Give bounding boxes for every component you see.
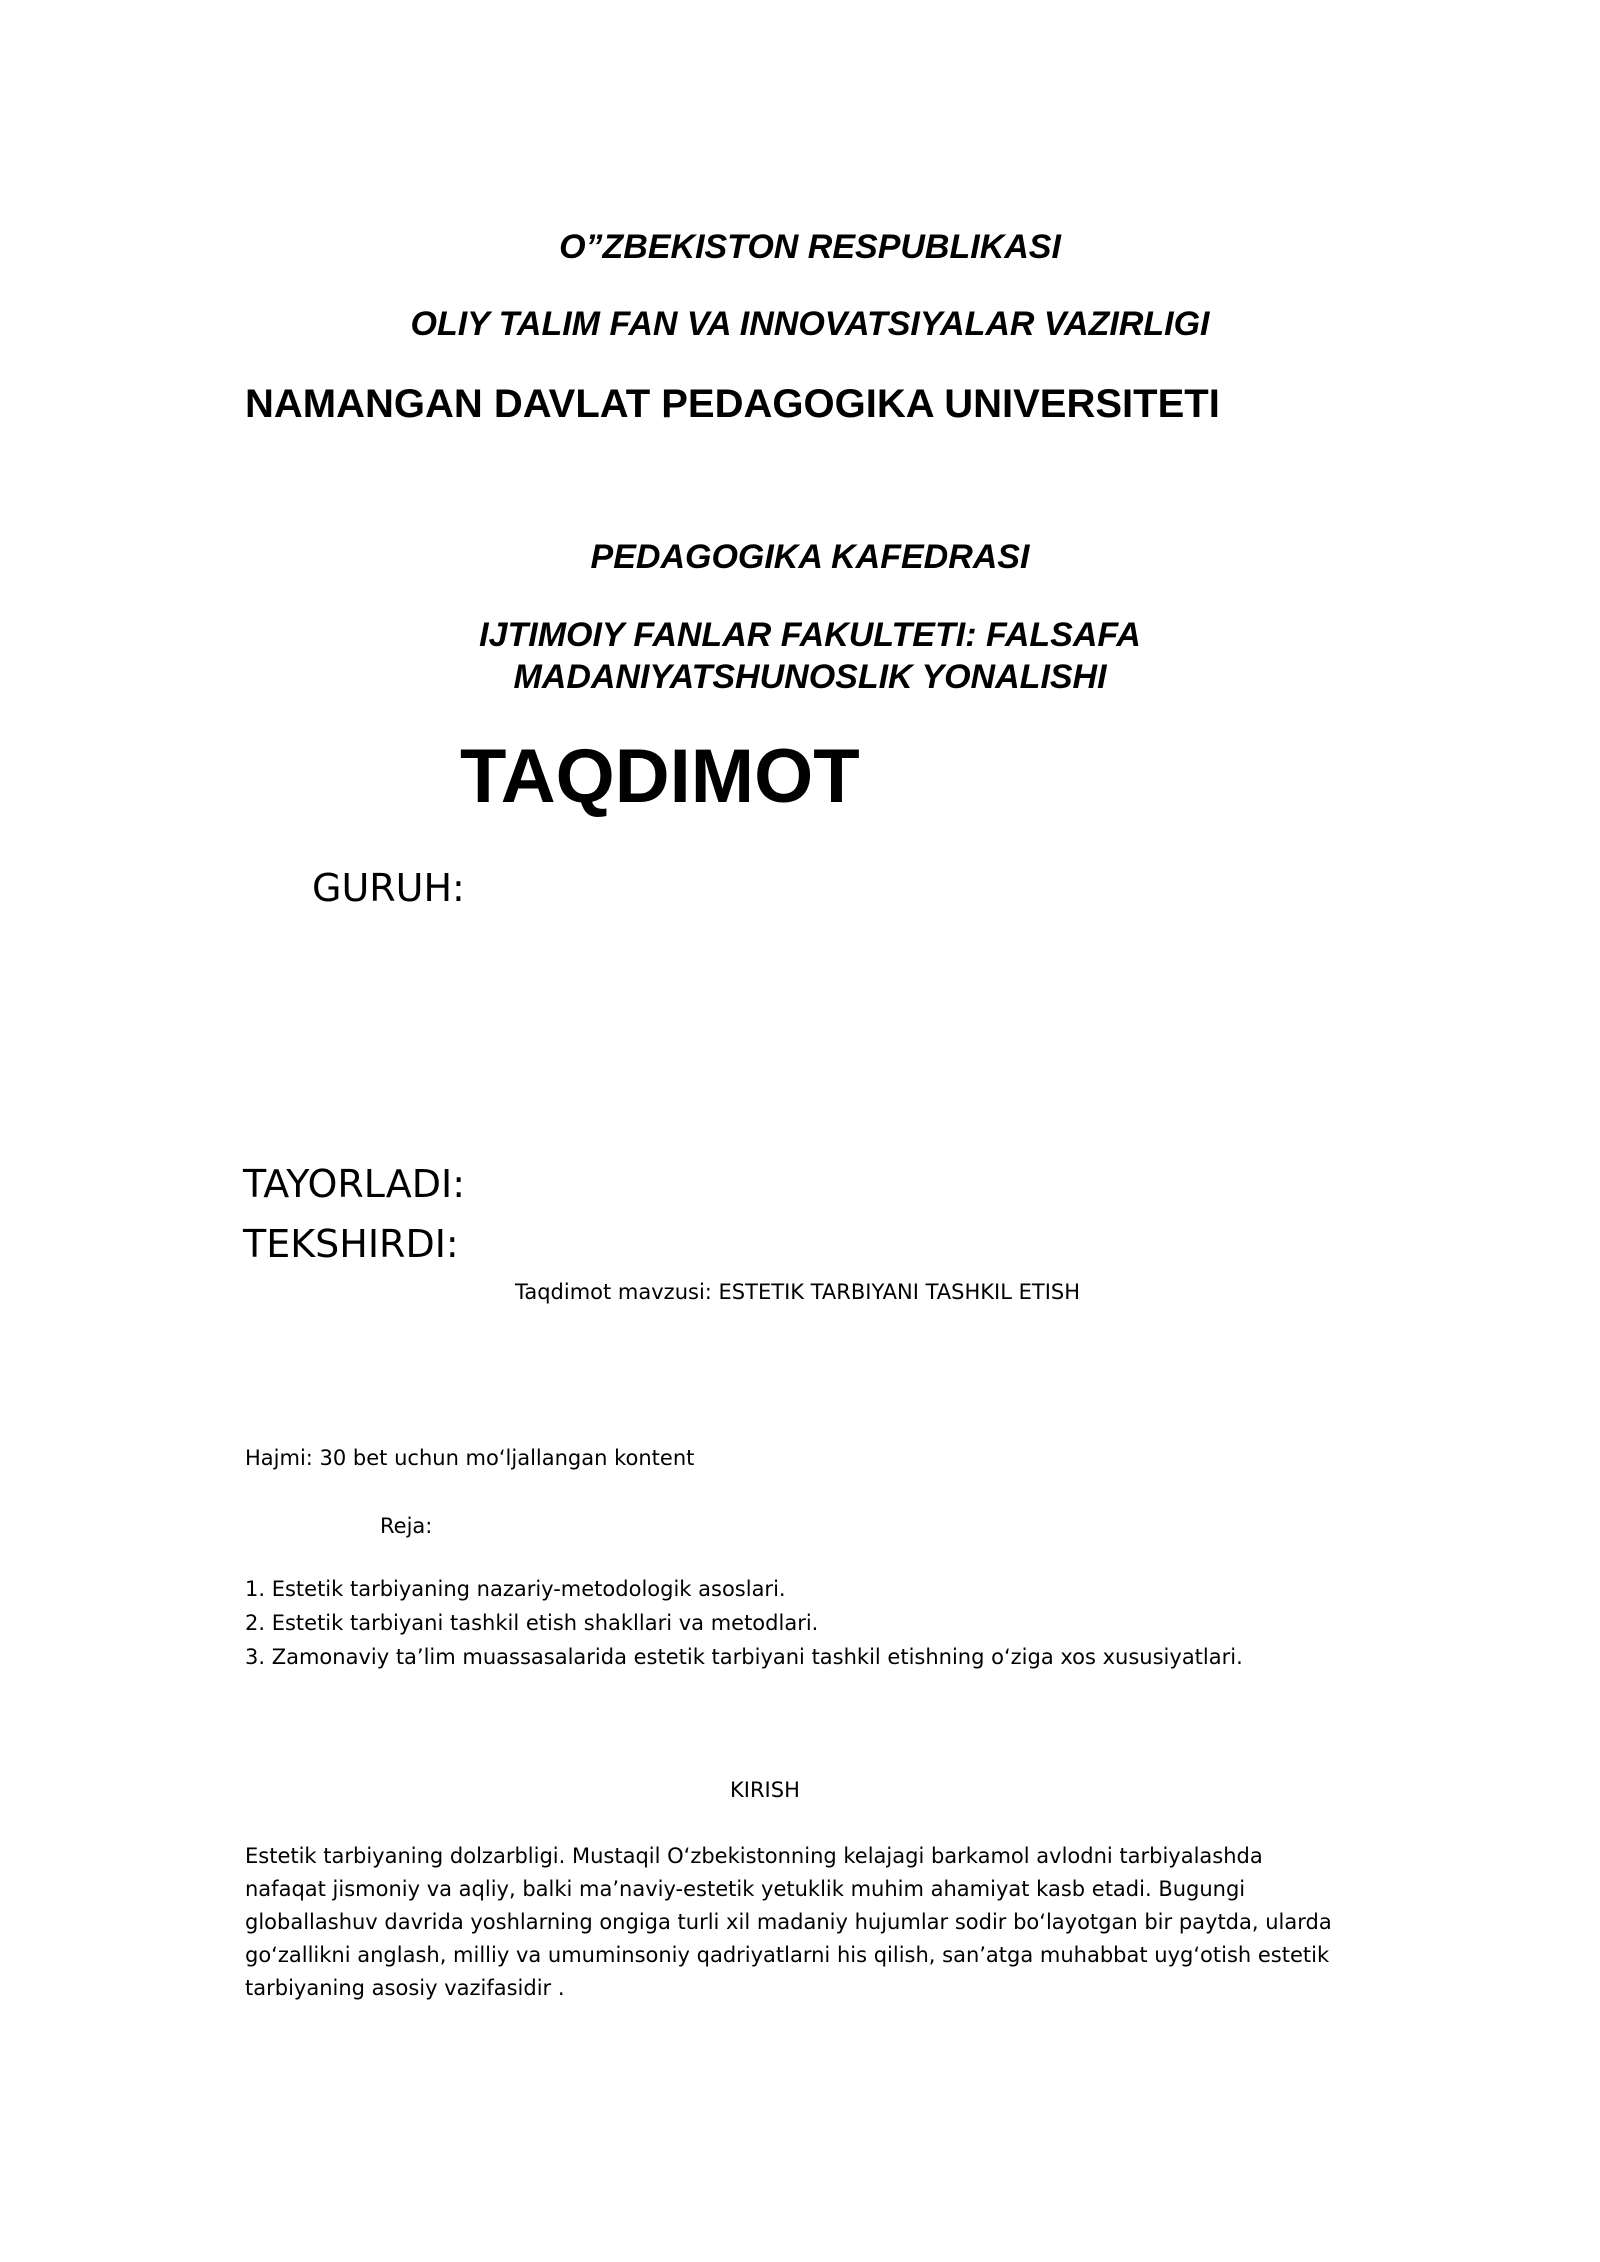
header-country: O”ZBEKISTON RESPUBLIKASI bbox=[559, 228, 1061, 266]
plan-item: 1. Estetik tarbiyaning nazariy-metodologik asoslari. bbox=[245, 1577, 786, 1601]
intro-line: tarbiyaning asosiy vazifasidir . bbox=[245, 1976, 565, 2000]
checked-by-label: TEKSHIRDI: bbox=[243, 1222, 459, 1266]
faculty-line-1: IJTIMOIY FANLAR FAKULTETI: FALSAFA bbox=[479, 616, 1141, 654]
header-university: NAMANGAN DAVLAT PEDAGOGIKA UNIVERSITETI bbox=[245, 382, 1220, 426]
plan-label: Reja: bbox=[380, 1514, 433, 1538]
presentation-topic: Taqdimot mavzusi: ESTETIK TARBIYANI TASHKIL ETISH bbox=[515, 1280, 1081, 1304]
intro-heading: KIRISH bbox=[730, 1778, 800, 1802]
prepared-by-label: TAYORLADI: bbox=[243, 1162, 466, 1206]
group-label: GURUH: bbox=[312, 866, 465, 910]
intro-line: go‘zallikni anglash, milliy va umuminsoniy qadriyatlarni his qilish, san’atga muhabbat uyg‘otish estetik bbox=[245, 1943, 1330, 1967]
intro-line: globallashuv davrida yoshlarning ongiga turli xil madaniy hujumlar sodir bo‘layotgan bir paytda, ularda bbox=[245, 1910, 1332, 1934]
intro-line: nafaqat jismoniy va aqliy, balki ma’naviy-estetik yetuklik muhim ahamiyat kasb etadi. Bugungi bbox=[245, 1877, 1246, 1901]
plan-item: 3. Zamonaviy ta’lim muassasalarida estetik tarbiyani tashkil etishning o‘ziga xos xususiyatlari. bbox=[245, 1645, 1243, 1669]
plan-list bbox=[245, 1572, 1243, 1674]
faculty-line-2: MADANIYATSHUNOSLIK YONALISHI bbox=[513, 658, 1107, 696]
header-ministry: OLIY TALIM FAN VA INNOVATSIYALAR VAZIRLIGI bbox=[410, 305, 1210, 343]
intro-line: Estetik tarbiyaning dolzarbligi. Mustaqil O‘zbekistonning kelajagi barkamol avlodni tarbiyalashda bbox=[245, 1844, 1263, 1868]
intro-paragraph bbox=[245, 1840, 1375, 2005]
document-title: TAQDIMOT bbox=[460, 734, 860, 819]
department-name: PEDAGOGIKA KAFEDRASI bbox=[590, 538, 1030, 576]
plan-item: 2. Estetik tarbiyani tashkil etish shakllari va metodlari. bbox=[245, 1611, 819, 1635]
volume-note: Hajmi: 30 bet uchun mo‘ljallangan kontent bbox=[245, 1446, 695, 1470]
